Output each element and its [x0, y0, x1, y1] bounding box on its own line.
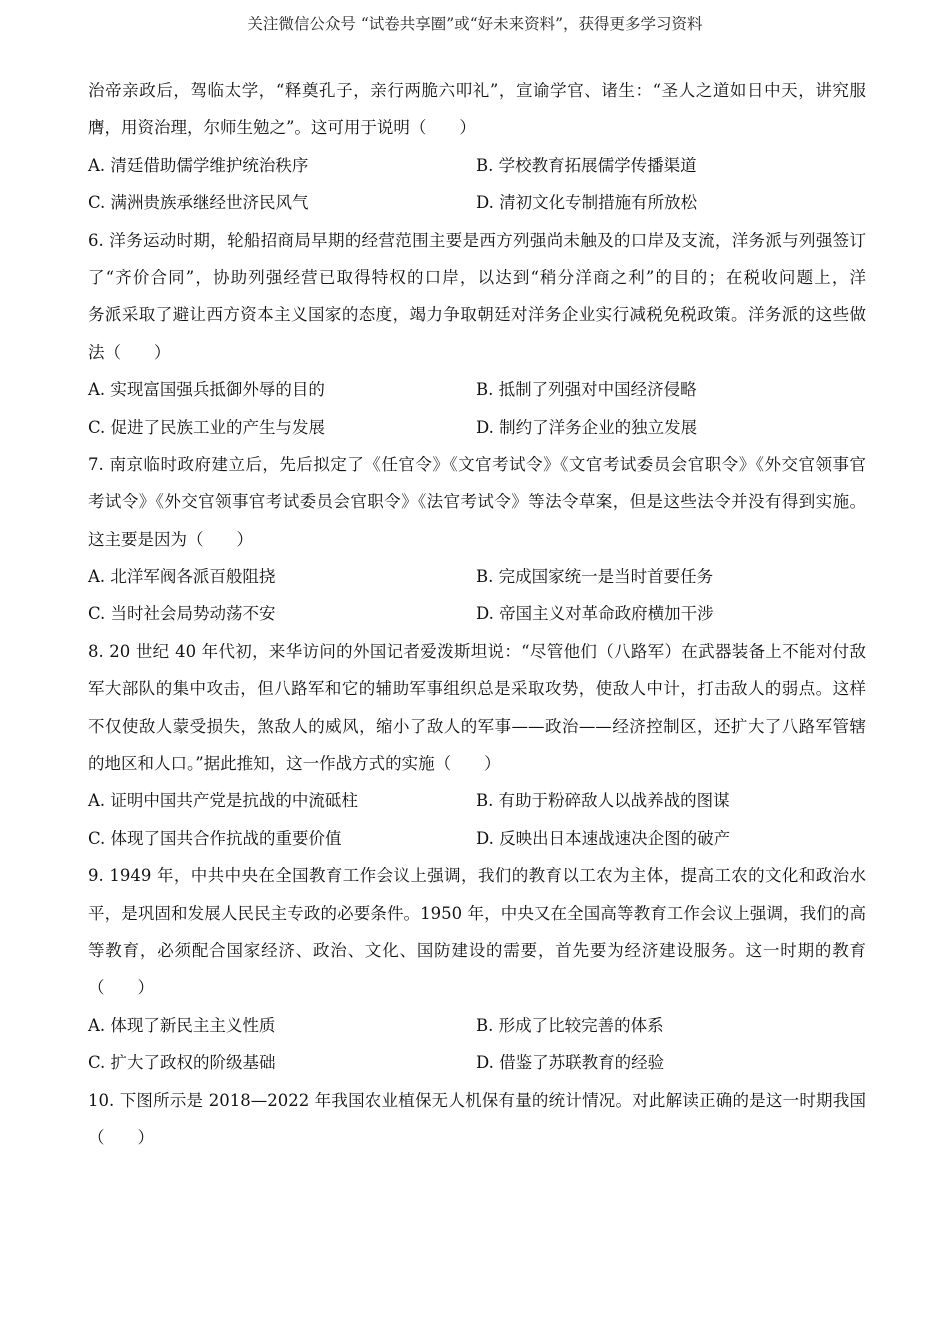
question-8	[88, 633, 866, 857]
question-5	[88, 72, 866, 222]
option-b: B. 完成国家统一是当时首要任务	[476, 567, 714, 587]
option-b: B. 抵制了列强对中国经济侵略	[476, 380, 697, 400]
option-d: D. 反映出日本速战速决企图的破产	[476, 828, 731, 848]
option-row	[88, 1007, 866, 1044]
question-text-line: 等教育，必须配合国家经济、政治、文化、国防建设的需要，首先要为经济建设服务。这一时期的教育	[88, 940, 866, 960]
option-a: A. 实现富国强兵抵御外辱的目的	[88, 380, 325, 400]
question-text-line: 膺，用资治理，尔师生勉之”。这可用于说明（ ）	[88, 118, 476, 138]
question-text-line: 8. 20 世纪 40 年代初，来华访问的外国记者爱泼斯坦说：“尽管他们（八路军）在武器装备上不能对付敌	[88, 641, 866, 661]
option-d: D. 帝国主义对革命政府横加干涉	[476, 604, 714, 624]
option-row	[88, 371, 866, 408]
question-text-line: 6. 洋务运动时期，轮船招商局早期的经营范围主要是西方列强尚未触及的口岸及支流，洋务派与列强签订	[88, 230, 866, 250]
question-text-line: 法（ ）	[88, 342, 171, 362]
question-text-line: 的地区和人口。”据此推知，这一作战方式的实施（ ）	[88, 754, 501, 774]
option-c: C. 体现了国共合作抗战的重要价值	[88, 828, 342, 848]
question-9	[88, 857, 866, 1081]
option-b: B. 学校教育拓展儒学传播渠道	[476, 155, 697, 175]
question-text-line: 不仅使敌人蒙受损失，煞敌人的威风，缩小了敌人的军事——政治——经济控制区，还扩大了八路军管辖	[88, 716, 866, 736]
question-content	[88, 72, 866, 1156]
question-10	[88, 1082, 866, 1157]
option-a: A. 体现了新民主主义性质	[88, 1015, 276, 1035]
question-text-line: 军大部队的集中攻击，但八路军和它的辅助军事组织总是采取攻势，使敌人中计，打击敌人的弱点。这样	[88, 679, 866, 699]
option-c: C. 扩大了政权的阶级基础	[88, 1053, 276, 1073]
option-b: B. 形成了比较完善的体系	[476, 1015, 664, 1035]
question-text-line: 务派采取了避让西方资本主义国家的态度，竭力争取朝廷对洋务企业实行减税免税政策。洋务派的这些做	[88, 305, 866, 325]
option-d: D. 清初文化专制措施有所放松	[476, 193, 698, 213]
option-row	[88, 184, 866, 221]
question-6	[88, 222, 866, 446]
option-b: B. 有助于粉碎敌人以战养战的图谋	[476, 791, 730, 811]
option-c: C. 促进了民族工业的产生与发展	[88, 417, 326, 437]
question-text-line: 了“齐价合同”，协助列强经营已取得特权的口岸，以达到“稍分洋商之利”的目的；在税收问题上，洋	[88, 267, 866, 287]
option-row	[88, 595, 866, 632]
option-row	[88, 409, 866, 446]
question-text-line: 这主要是因为（ ）	[88, 529, 253, 549]
option-row	[88, 782, 866, 819]
question-7	[88, 446, 866, 633]
option-d: D. 借鉴了苏联教育的经验	[476, 1053, 665, 1073]
question-text-line: 9. 1949 年，中共中央在全国教育工作会议上强调，我们的教育以工农为主体，提高工农的文化和政治水	[88, 866, 866, 886]
option-c: C. 当时社会局势动荡不安	[88, 604, 276, 624]
option-d: D. 制约了洋务企业的独立发展	[476, 417, 698, 437]
page-header-notice: 关注微信公众号 “试卷共享圈”或“好未来资料”，获得更多学习资料	[247, 15, 703, 33]
option-a: A. 清廷借助儒学维护统治秩序	[88, 155, 309, 175]
option-row	[88, 820, 866, 857]
question-text-line: 10. 下图所示是 2018—2022 年我国农业植保无人机保有量的统计情况。对此解读正确的是这一时期我国	[88, 1090, 866, 1110]
question-text-line: 7. 南京临时政府建立后，先后拟定了《任官令》《文官考试令》《文官考试委员会官职令》《外交官领事官	[88, 454, 866, 474]
question-text-line: 考试令》《外交官领事官考试委员会官职令》《法官考试令》等法令草案，但是这些法令并没有得到实施。	[88, 492, 866, 512]
option-c: C. 满洲贵族承继经世济民风气	[88, 193, 309, 213]
option-a: A. 证明中国共产党是抗战的中流砥柱	[88, 791, 358, 811]
question-text-line: 治帝亲政后，驾临太学，“释奠孔子，亲行两脆六叩礼”，宣谕学官、诸生：“圣人之道如日中天，讲究服	[88, 81, 866, 100]
question-text-line: 平，是巩固和发展人民民主专政的必要条件。1950 年，中央又在全国高等教育工作会议上强调，我们的高	[88, 903, 866, 923]
question-text-line: （ ）	[88, 1127, 154, 1147]
question-text-line: （ ）	[88, 978, 154, 998]
option-row	[88, 1044, 866, 1081]
option-row	[88, 558, 866, 595]
option-a: A. 北洋军阀各派百般阻挠	[88, 567, 276, 587]
option-row	[88, 147, 866, 184]
